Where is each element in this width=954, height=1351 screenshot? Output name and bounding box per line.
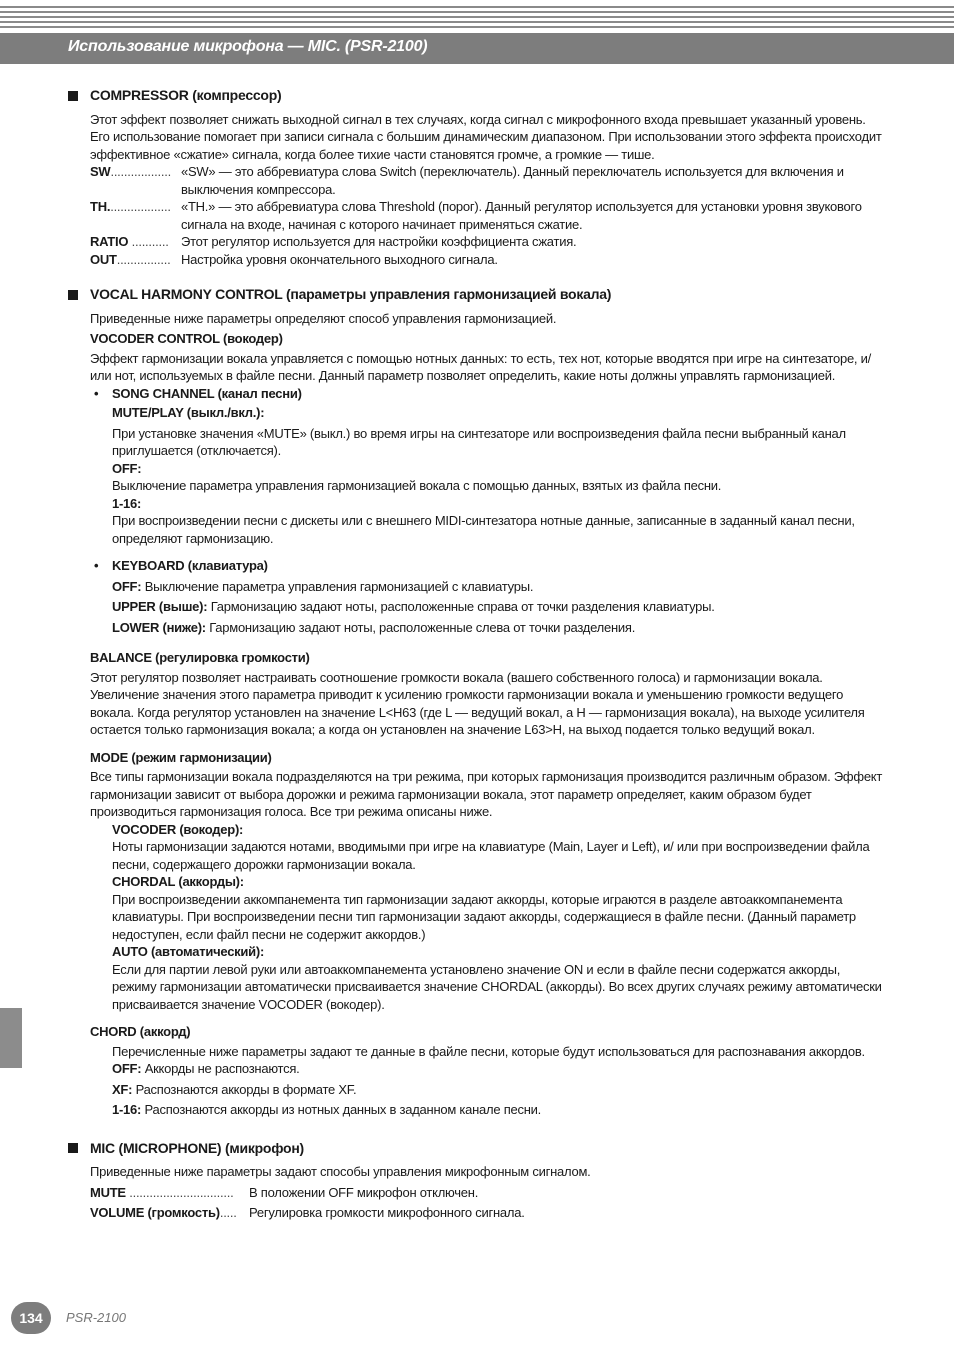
square-bullet-icon [68, 1143, 78, 1153]
option-label: XF: [112, 1081, 133, 1097]
vocal-intro: Приведенные ниже параметры определяют способ управления гармонизацией. [90, 310, 557, 326]
definition-row [90, 163, 884, 198]
page-title: Использование микрофона — MIC. (PSR-2100) [68, 38, 428, 55]
term-description: Этот регулятор используется для настройки коэффициента сжатия. [181, 234, 577, 249]
option-text: Ноты гармонизации задаются нотами, вводимыми при игре на клавиатуре (Main, Layer и Left), и/ или при воспроизведении файла песни, содержащего дорожки гармонизации вокала. [112, 839, 870, 872]
section-heading-compressor [68, 87, 884, 105]
option-text: Гармонизацию задают ноты, расположенные слева от точки разделения. [209, 619, 636, 635]
definition-row [90, 198, 884, 233]
definition-row [90, 1204, 884, 1222]
bullet-title: SONG CHANNEL (канал песни) [112, 385, 302, 401]
option-label: VOCODER (вокодер): [112, 821, 244, 837]
option-text: Гармонизацию задают ноты, расположенные справа от точки разделения клавиатуры. [210, 599, 715, 614]
leader-dots: ..... [219, 1205, 237, 1220]
option-label: 1-16: [112, 1102, 142, 1117]
compressor-intro: Этот эффект позволяет снижать выходной сигнал в тех случаях, когда сигнал с микрофонного входа превышает указанный уровень. Его использование помогает при записи сигнала с большим динамическим диапазоном. При использовании этого эффекта происходит эффективное «сжатие» сигнала, когда более тихие части становятся громче, а громкие — тише. [90, 111, 882, 162]
chord-text: Перечисленные ниже параметры задают те данные в файле песни, которые будут использоваться для распознавания аккордов. [112, 1043, 865, 1059]
option-text: Выключение параметра управления гармонизацией вокала с помощью данных, взятых из файла песни. [112, 478, 722, 493]
option-label: OFF: [112, 460, 142, 476]
chord-option [112, 1060, 884, 1078]
option-label: OFF: [112, 1061, 142, 1076]
chord-option [112, 1101, 884, 1119]
title-bar [0, 33, 954, 64]
term-label: RATIO [90, 234, 129, 249]
chord-option [112, 1081, 884, 1099]
term-description: Регулировка громкости микрофонного сигнала. [249, 1205, 525, 1220]
mode-text: Все типы гармонизации вокала подразделяются на три режима, при которых гармонизация производится различным образом. Эффект гармонизации зависит от выбора дорожки и режима гармонизации вокала, этот параметр определяет, каким образом будет производиться гармонизация голоса. Все три режима описаны ниже. [90, 769, 883, 819]
header-stripe [0, 11, 954, 13]
option-label: LOWER (ниже): [112, 619, 206, 635]
term-description: «SW» — это аббревиатура слова Switch (переключатель). Данный переключатель используется для включения и выключения компрессора. [181, 164, 844, 197]
balance-text: Этот регулятор позволяет настраивать соотношение громкости вокала (вашего собственного голоса) и гармонизации вокала. Увеличение значения этого параметра приводит к усилению громкости гармонизации вокала и уменьшению громкости ведущего вокала. Когда регулятор установлен на значение L<H63 (где L — ведущий вокал, а H — гармонизация вокала), на выходе усилителя остается только гармонизация вокала; а когда он установлен на значение L63>H, на выход подается только ведущий вокал. [90, 669, 865, 737]
keyboard-option [112, 619, 884, 637]
header-band [0, 0, 954, 66]
term-label: OUT [90, 251, 117, 267]
term-description: Настройка уровня окончательного выходного сигнала. [181, 251, 498, 267]
term-label: VOLUME (громкость) [90, 1205, 220, 1220]
page-content [68, 87, 884, 1222]
leader-dots: ............................... [129, 1184, 234, 1200]
subsection-title: CHORD (аккорд) [90, 1024, 191, 1039]
header-stripe [0, 21, 954, 23]
section-title: VOCAL HARMONY CONTROL (параметры управления гармонизацией вокала) [90, 286, 612, 302]
option-label: CHORDAL (аккорды): [112, 874, 244, 889]
leader-dots: .................. [110, 199, 171, 214]
term-label: MUTE [90, 1184, 126, 1200]
option-label: AUTO (автоматический): [112, 944, 265, 959]
term-description: «TH.» — это аббревиатура слова Threshold (порог). Данный регулятор используется для установки уровня звукового сигнала на входе, начиная с которого начинает применяться сжатие. [181, 199, 862, 232]
header-stripe [0, 16, 954, 18]
term-label: TH. [90, 199, 111, 214]
bullet-dot: • [94, 558, 99, 573]
term-description: В положении OFF микрофон отключен. [249, 1184, 479, 1200]
bullet-song-channel [94, 385, 884, 403]
page-number: 134 [11, 1302, 51, 1334]
option-label: UPPER (выше): [112, 599, 208, 614]
section-title: MIC (MICROPHONE) (микрофон) [90, 1139, 304, 1156]
bullet-dot: • [94, 385, 99, 401]
definition-row [90, 251, 884, 269]
option-label: OFF: [112, 578, 142, 594]
bullet-keyboard [94, 557, 884, 575]
header-stripe [0, 6, 954, 8]
vocoder-control-text: Эффект гармонизации вокала управляется с помощью нотных данных: то есть, тех нот, которые вводятся при игре на синтезаторе, и/или нот, используемых в файле песни. Данный параметр позволяет определить, какие ноты должны управлять гармонизацией. [90, 350, 872, 383]
option-text: Аккорды не распознаются. [144, 1061, 300, 1076]
option-text: Если для партии левой руки или автоаккомпанемента установлено значение ON и если в файле песни содержатся аккорды, режиму гармонизации автоматически присваивается значение CHORDAL (аккорды). Во всех других случаях режиму автоматически присваивается значение VOCODER (вокодер). [112, 961, 882, 1012]
definition-row [90, 1184, 884, 1202]
option-text: При воспроизведении песни с дискеты или с внешнего MIDI-синтезатора нотные данные, записанные в заданный канал песни, определяют гармонизацию. [112, 513, 855, 546]
leader-dots: ................ [116, 251, 171, 267]
header-stripe [0, 26, 954, 28]
option-text: При установке значения «MUTE» (выкл.) во время игры на синтезаторе или воспроизведения файла песни выбранный канал приглушается (отключается). [112, 425, 846, 458]
term-label: SW [90, 164, 111, 179]
square-bullet-icon [68, 91, 78, 101]
option-text: Распознаются аккорды в формате XF. [135, 1081, 357, 1097]
bullet-title: KEYBOARD (клавиатура) [112, 558, 268, 573]
leader-dots: .................. [110, 164, 171, 179]
footer-model: PSR-2100 [66, 1310, 126, 1325]
option-text: Распознаются аккорды из нотных данных в заданном канале песни. [144, 1102, 542, 1117]
side-tab [0, 1008, 22, 1068]
mic-intro: Приведенные ниже параметры задают способы управления микрофонным сигналом. [90, 1164, 591, 1179]
section-heading-mic [68, 1140, 884, 1158]
option-label: 1-16: [112, 495, 142, 511]
square-bullet-icon [68, 290, 78, 300]
section-heading-vocal-harmony [68, 286, 884, 304]
subsection-title: VOCODER CONTROL (вокодер) [90, 331, 283, 346]
keyboard-option [112, 598, 884, 616]
keyboard-option [112, 578, 884, 596]
section-title: COMPRESSOR (компрессор) [90, 87, 282, 103]
subsection-title: BALANCE (регулировка громкости) [90, 650, 310, 665]
option-label: MUTE/PLAY (выкл./вкл.): [112, 405, 265, 420]
leader-dots: ........... [131, 234, 169, 249]
option-text: Выключение параметра управления гармонизацией с клавиатуры. [144, 578, 534, 594]
option-text: При воспроизведении аккомпанемента тип гармонизации задают аккорды, которые играются в разделе автоаккомпанемента клавиатуры. При воспроизведении песни тип гармонизации задают аккорды, содержащиеся в файле песни. (Данный параметр недоступен, если файл песни не содержит аккордов.) [112, 891, 856, 942]
subsection-title: MODE (режим гармонизации) [90, 749, 272, 765]
definition-row [90, 233, 884, 251]
